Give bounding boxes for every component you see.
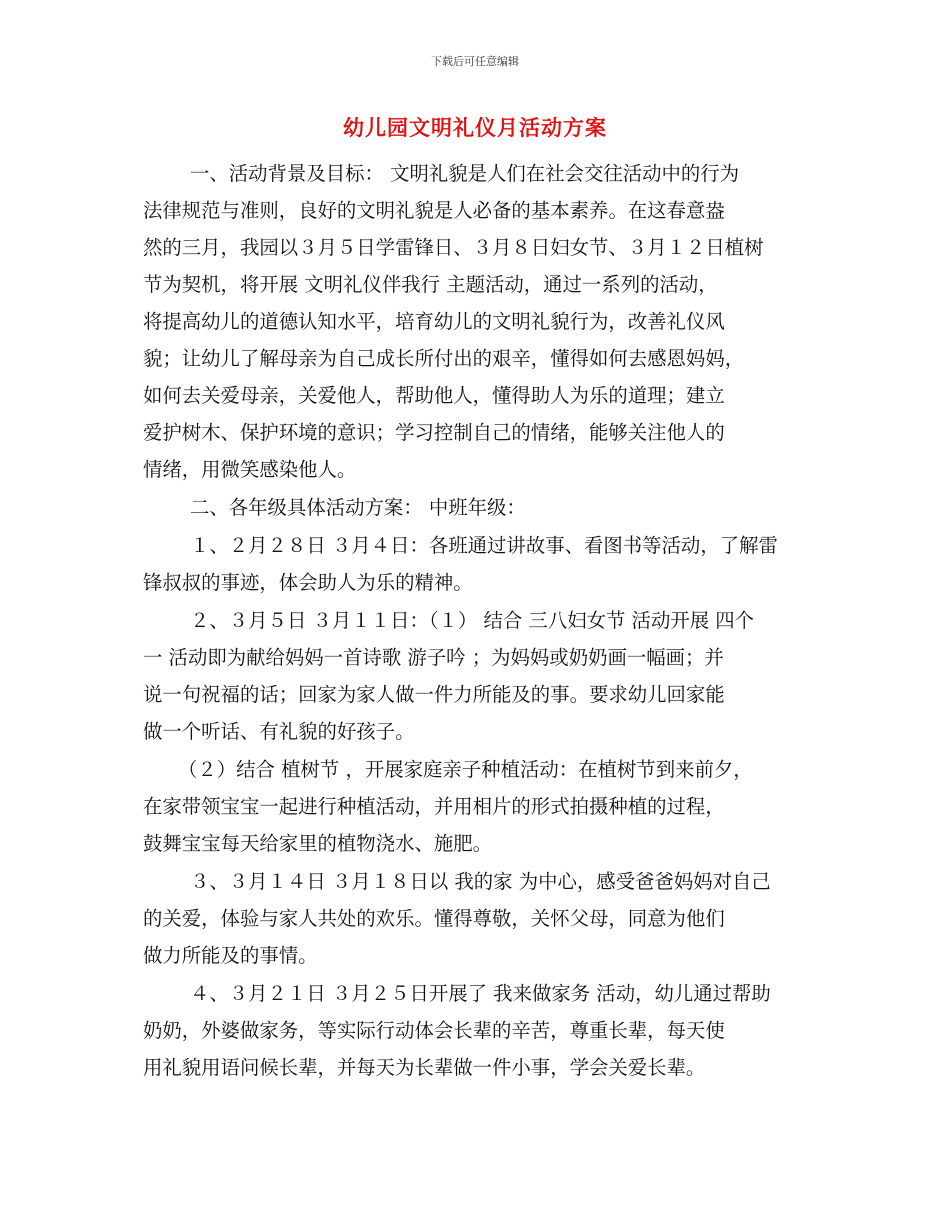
body-line: 一 活动即为献给妈妈一首诗歌 游子吟 ；为妈妈或奶奶画一幅画；并 — [143, 646, 724, 669]
body-line: 如何去关爱母亲，关爱他人，帮助他人，懂得助人为乐的道理；建立 — [143, 384, 725, 407]
body-line: 将提高幼儿的道德认知水平，培育幼儿的文明礼貌行为，改善礼仪风 — [143, 310, 725, 333]
body-line: 奶奶，外婆做家务，等实际行动体会长辈的辛苦，尊重长辈，每天使 — [143, 1019, 725, 1042]
body-line: 二、各年级具体活动方案： 中班年级： — [190, 496, 526, 519]
body-line: 在家带领宝宝一起进行种植活动，并用相片的形式拍摄种植的过程， — [143, 795, 725, 818]
body-line: 情绪，用微笑感染他人。 — [143, 458, 357, 481]
body-line: ３、３月１４日 ３月１８日以 我的家 为中心，感受爸爸妈妈对自己 — [190, 870, 771, 893]
body-line: 做一个听话、有礼貌的好孩子。 — [143, 720, 415, 743]
body-line: 鼓舞宝宝每天给家里的植物浇水、施肥。 — [143, 832, 493, 855]
body-line: 爱护树木、保护环境的意识；学习控制自己的情绪，能够关注他人的 — [143, 421, 725, 444]
body-line: 法律规范与准则，良好的文明礼貌是人必备的基本素养。在这春意盎 — [143, 199, 725, 222]
body-line: ２、３月５日 ３月１１日：（１） 结合 三八妇女节 活动开展 四个 — [190, 609, 755, 632]
body-line: 用礼貌用语问候长辈，并每天为长辈做一件小事，学会关爱长辈。 — [143, 1056, 706, 1079]
body-line: 说一句祝福的话；回家为家人做一件力所能及的事。要求幼儿回家能 — [143, 683, 725, 706]
body-line: 节为契机，将开展 文明礼仪伴我行 主题活动，通过一系列的活动， — [143, 273, 718, 296]
body-line: 做力所能及的事情。 — [143, 944, 318, 967]
body-line: 锋叔叔的事迹，体会助人为乐的精神。 — [143, 571, 473, 594]
body-line: ４、３月２１日 ３月２５日开展了 我来做家务 活动，幼儿通过帮助 — [190, 982, 771, 1005]
body-line: １、２月２８日 ３月４日：各班通过讲故事、看图书等活动，了解雷 — [190, 534, 778, 557]
body-line: （２）结合 植树节 ，开展家庭亲子种植活动：在植树节到来前夕， — [178, 758, 753, 781]
document-title: 幼儿园文明礼仪月活动方案 — [343, 116, 607, 140]
body-line: 然的三月，我园以３月５日学雷锋日、３月８日妇女节、３月１２日植树 — [143, 236, 764, 259]
body-line: 的关爱，体验与家人共处的欢乐。懂得尊敬，关怀父母，同意为他们 — [143, 907, 725, 930]
body-line: 一、活动背景及目标： 文明礼貌是人们在社会交往活动中的行为 — [190, 162, 740, 185]
header-note: 下载后可任意编辑 — [431, 55, 519, 68]
body-line: 貌；让幼儿了解母亲为自己成长所付出的艰辛，懂得如何去感恩妈妈， — [143, 347, 745, 370]
